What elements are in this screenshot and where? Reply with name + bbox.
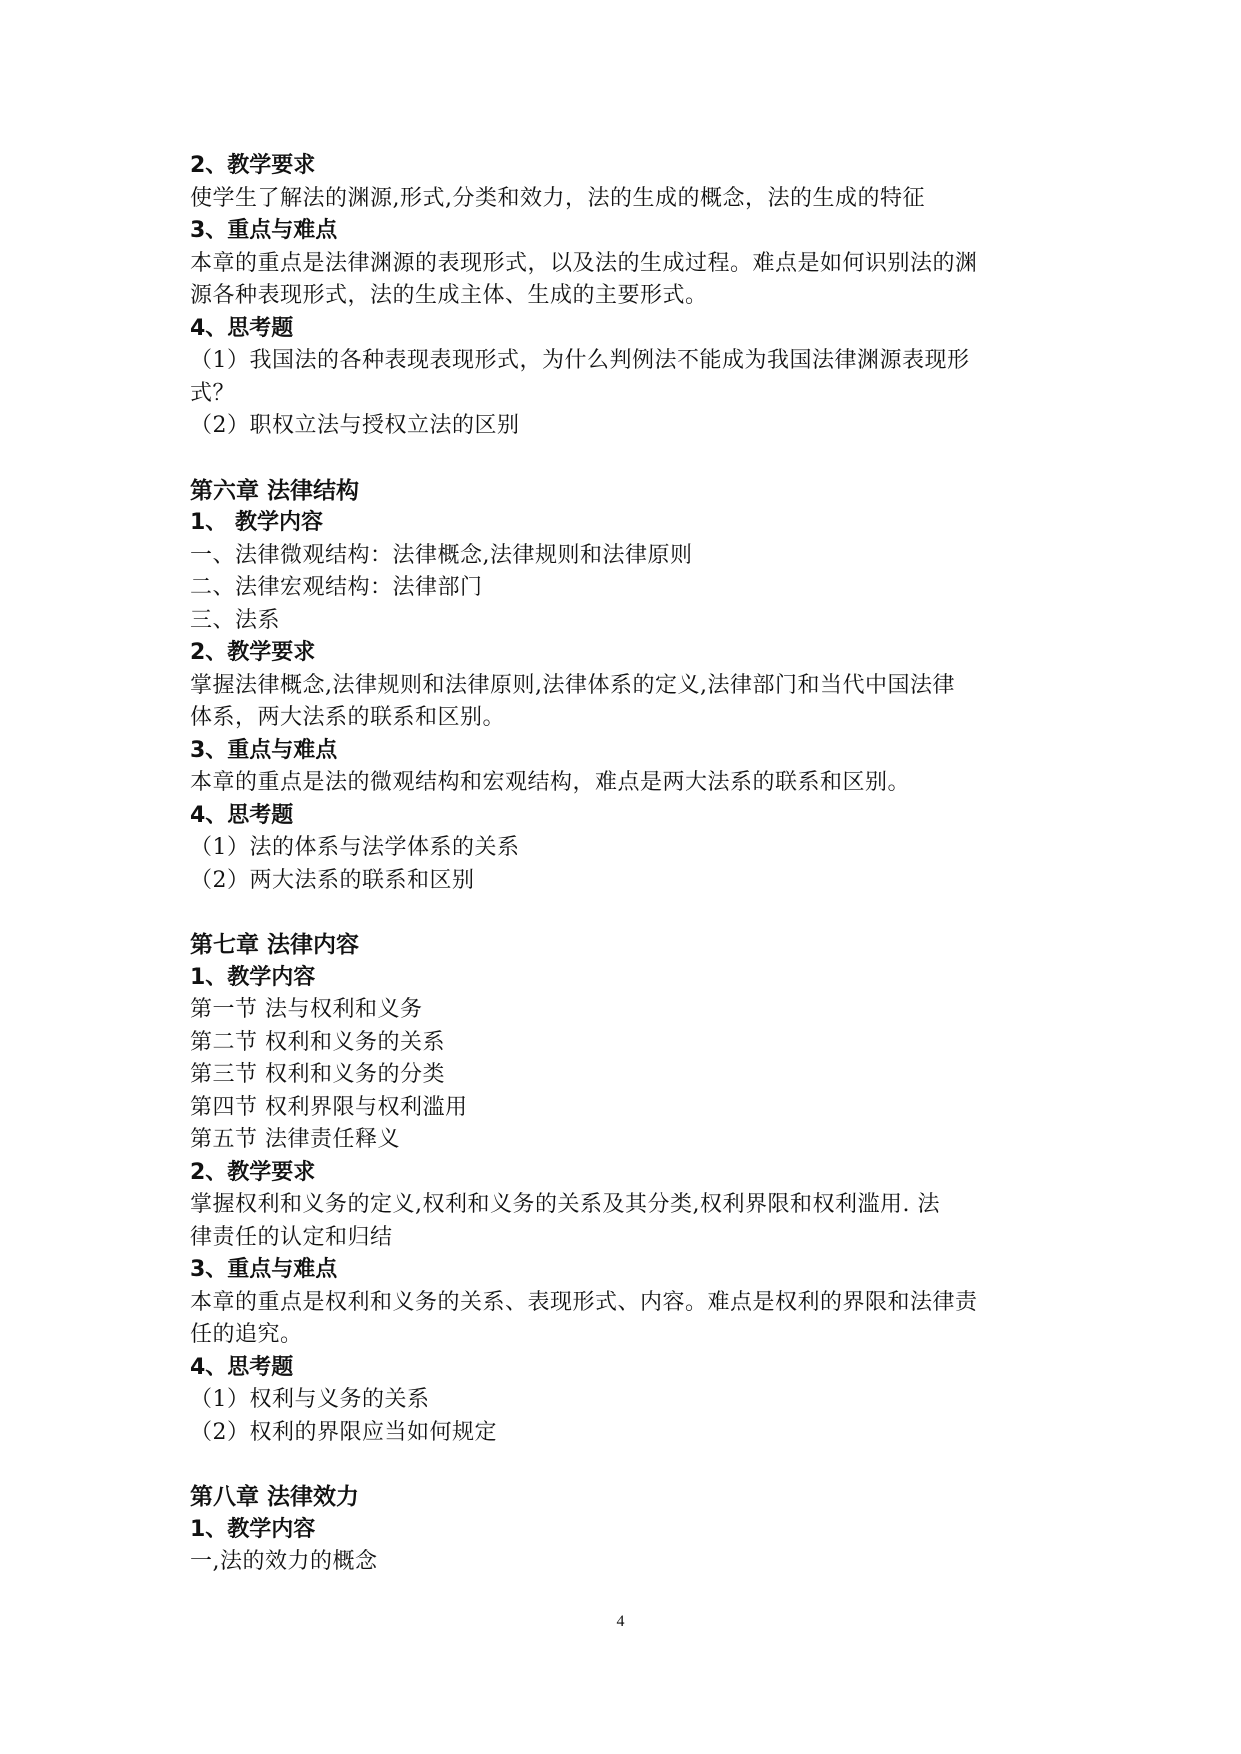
section-heading: 1、教学内容 [190,964,316,990]
section-ch5-tail [190,150,1070,443]
body-line: （2）两大法系的联系和区别 [190,867,475,893]
body-line: 第五节 法律责任释义 [190,1127,400,1152]
body-line: （2）权利的界限应当如何规定 [190,1419,497,1445]
chapter-title: 第六章 法律结构 [190,477,360,504]
body-line: 使学生了解法的渊源,形式,分类和效力，法的生成的概念，法的生成的特征 [190,185,925,211]
body-line: 二、法律宏观结构：法律部门 [190,575,483,600]
section-heading: 1、教学内容 [190,1516,316,1542]
section-gap [190,1449,1070,1481]
body-line: 一,法的效力的概念 [190,1549,378,1574]
section-heading: 2、教学要求 [190,640,316,665]
section-heading: 3、重点与难点 [190,737,338,763]
body-line: 式？ [190,380,236,406]
section-heading: 2、教学要求 [190,1159,316,1185]
body-line: 掌握法律概念,法律规则和法律原则,法律体系的定义,法律部门和当代中国法律 [190,672,955,698]
section-heading: 2、教学要求 [190,153,316,178]
body-line: （1）权利与义务的关系 [190,1387,430,1412]
body-line: 第二节 权利和义务的关系 [190,1029,445,1055]
chapter-title: 第八章 法律效力 [190,1484,360,1510]
section-heading: 4、思考题 [190,315,294,341]
body-line: 本章的重点是法的微观结构和宏观结构，难点是两大法系的联系和区别。 [190,770,911,795]
body-line: 一、法律微观结构：法律概念,法律规则和法律原则 [190,542,693,568]
page-number: 4 [616,1613,625,1630]
body-line: 掌握权利和义务的定义,权利和义务的关系及其分类,权利界限和权利滥用. 法 [190,1192,940,1217]
body-line: 第三节 权利和义务的分类 [190,1062,445,1087]
section-heading: 4、思考题 [190,802,294,828]
body-line: （1）法的体系与法学体系的关系 [190,835,520,860]
section-heading: 3、重点与难点 [190,1257,338,1282]
body-line: 第四节 权利界限与权利滥用 [190,1094,468,1120]
page-content [190,150,1070,1579]
body-line: 三、法系 [190,607,281,633]
body-line: 任的追究。 [190,1322,303,1347]
chapter-title: 第七章 法律内容 [190,932,360,958]
section-ch7 [190,929,1070,1449]
section-ch6 [190,475,1070,898]
section-ch8 [190,1481,1070,1579]
body-line: 源各种表现形式，法的生成主体、生成的主要形式。 [190,283,708,308]
section-heading: 4、思考题 [190,1354,294,1380]
body-line: 第一节 法与权利和义务 [190,997,423,1022]
body-line: （2）职权立法与授权立法的区别 [190,413,520,438]
section-heading: 3、重点与难点 [190,218,338,243]
body-line: （1）我国法的各种表现表现形式，为什么判例法不能成为我国法律渊源表现形 [190,348,970,373]
body-line: 体系，两大法系的联系和区别。 [190,705,506,730]
section-heading: 1、 教学内容 [190,510,323,535]
body-line: 本章的重点是权利和义务的关系、表现形式、内容。难点是权利的界限和法律责 [190,1289,978,1315]
body-line: 本章的重点是法律渊源的表现形式，以及法的生成过程。难点是如何识别法的渊 [190,250,978,276]
section-gap [190,443,1070,475]
section-gap [190,897,1070,929]
body-line: 律责任的认定和归结 [190,1224,393,1250]
